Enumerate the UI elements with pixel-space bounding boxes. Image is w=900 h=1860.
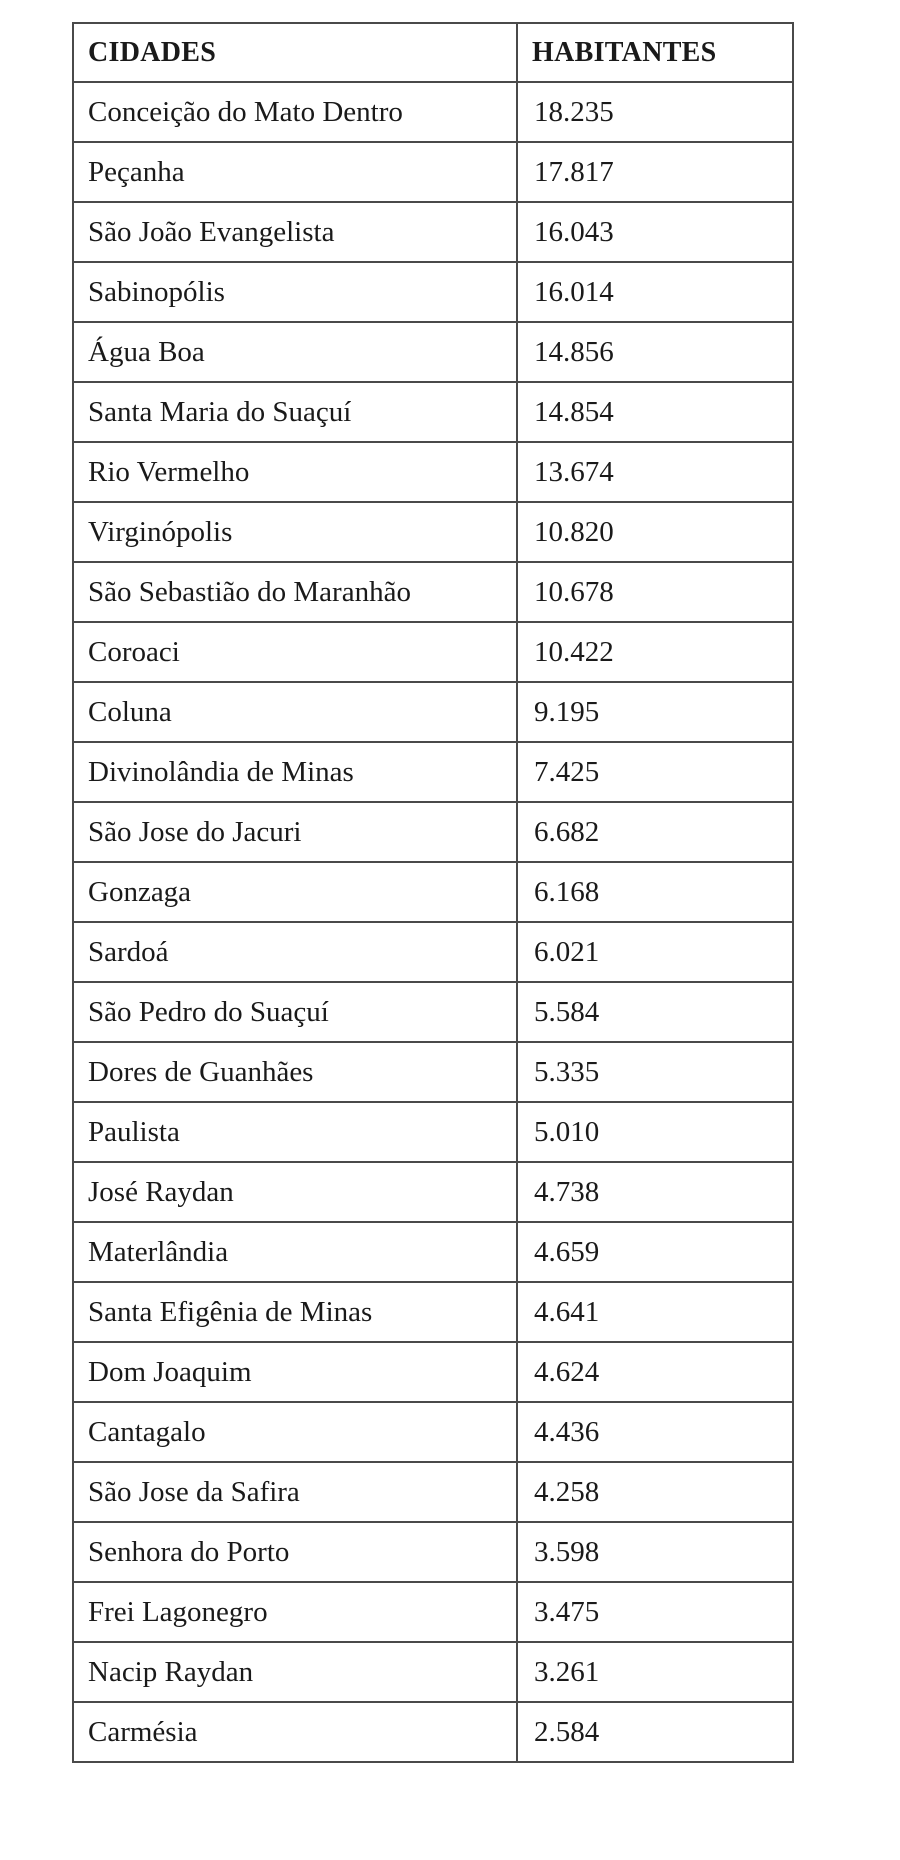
population-cell: 4.624 [517,1342,793,1402]
city-name-cell: Conceição do Mato Dentro [73,82,517,142]
table-row [73,1702,793,1762]
population-cell: 2.584 [517,1702,793,1762]
city-population-table [72,22,794,1763]
population-cell: 7.425 [517,742,793,802]
city-name-cell: Nacip Raydan [73,1642,517,1702]
population-cell: 5.010 [517,1102,793,1162]
city-name-cell: Dom Joaquim [73,1342,517,1402]
population-cell: 10.678 [517,562,793,622]
population-cell: 10.820 [517,502,793,562]
table-row [73,1042,793,1102]
population-cell: 5.584 [517,982,793,1042]
population-cell: 6.021 [517,922,793,982]
table-row [73,142,793,202]
city-name-cell: Coroaci [73,622,517,682]
table-row [73,1582,793,1642]
population-cell: 14.856 [517,322,793,382]
table-row [73,1522,793,1582]
population-cell: 14.854 [517,382,793,442]
table-row [73,862,793,922]
population-cell: 4.738 [517,1162,793,1222]
table-row [73,1282,793,1342]
table-row [73,1222,793,1282]
table-row [73,562,793,622]
population-cell: 4.641 [517,1282,793,1342]
table-row [73,1162,793,1222]
city-name-cell: Divinolândia de Minas [73,742,517,802]
population-cell: 5.335 [517,1042,793,1102]
city-name-cell: Sardoá [73,922,517,982]
city-name-cell: Rio Vermelho [73,442,517,502]
population-cell: 4.258 [517,1462,793,1522]
header-row [73,23,793,82]
city-name-cell: São João Evangelista [73,202,517,262]
city-name-cell: Coluna [73,682,517,742]
population-cell: 3.261 [517,1642,793,1702]
table-row [73,202,793,262]
table-row [73,322,793,382]
city-name-cell: José Raydan [73,1162,517,1222]
table-body [73,82,793,1762]
table-row [73,1102,793,1162]
population-cell: 3.598 [517,1522,793,1582]
city-name-cell: Sabinopólis [73,262,517,322]
population-cell: 3.475 [517,1582,793,1642]
table-row [73,262,793,322]
city-name-cell: São Pedro do Suaçuí [73,982,517,1042]
table-row [73,742,793,802]
table-row [73,802,793,862]
population-cell: 16.014 [517,262,793,322]
population-cell: 13.674 [517,442,793,502]
table-row [73,682,793,742]
city-name-cell: Santa Efigênia de Minas [73,1282,517,1342]
table-row [73,1402,793,1462]
city-name-cell: São Jose da Safira [73,1462,517,1522]
population-cell: 10.422 [517,622,793,682]
city-name-cell: São Sebastião do Maranhão [73,562,517,622]
city-name-cell: Peçanha [73,142,517,202]
population-cell: 6.682 [517,802,793,862]
city-name-cell: Virginópolis [73,502,517,562]
table-row [73,502,793,562]
header-cidades: CIDADES [73,23,517,82]
population-cell: 6.168 [517,862,793,922]
city-name-cell: Materlândia [73,1222,517,1282]
city-name-cell: Gonzaga [73,862,517,922]
table-row [73,1642,793,1702]
table-row [73,442,793,502]
table-row [73,922,793,982]
population-cell: 9.195 [517,682,793,742]
city-name-cell: Dores de Guanhães [73,1042,517,1102]
population-cell: 18.235 [517,82,793,142]
city-name-cell: Água Boa [73,322,517,382]
city-name-cell: Frei Lagonegro [73,1582,517,1642]
population-cell: 17.817 [517,142,793,202]
table-row [73,982,793,1042]
population-cell: 4.436 [517,1402,793,1462]
header-habitantes: HABITANTES [517,23,793,82]
table-row [73,622,793,682]
city-name-cell: Paulista [73,1102,517,1162]
table-header [73,23,793,82]
table-row [73,1462,793,1522]
city-name-cell: Senhora do Porto [73,1522,517,1582]
city-name-cell: Santa Maria do Suaçuí [73,382,517,442]
city-name-cell: São Jose do Jacuri [73,802,517,862]
city-name-cell: Carmésia [73,1702,517,1762]
table-row [73,382,793,442]
table-row [73,1342,793,1402]
population-cell: 4.659 [517,1222,793,1282]
city-name-cell: Cantagalo [73,1402,517,1462]
population-cell: 16.043 [517,202,793,262]
table-row [73,82,793,142]
